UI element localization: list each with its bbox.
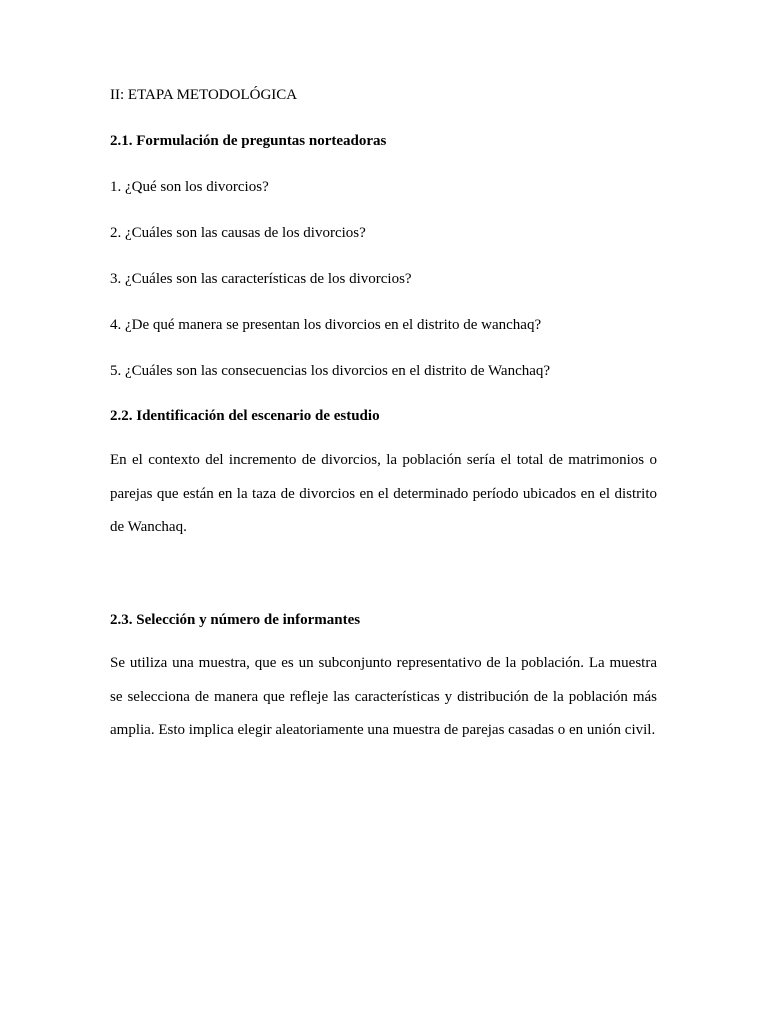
question-item: 2. ¿Cuáles son las causas de los divorcios? bbox=[110, 225, 366, 241]
section-title-informantes: 2.3. Selección y número de informantes bbox=[110, 612, 361, 628]
paragraph-informantes: Se utiliza una muestra, que es un subconjunto representativo de la población. La muestra se selecciona de manera que refleje las características y distribución de la población más amplia. Esto implica elegir aleatoriamente una muestra de parejas casadas o en unión civil. bbox=[110, 655, 657, 738]
question-item: 4. ¿De qué manera se presentan los divorcios en el distrito de wanchaq? bbox=[110, 317, 542, 333]
chapter-heading: II: ETAPA METODOLÓGICA bbox=[110, 87, 298, 103]
question-item: 3. ¿Cuáles son las características de los divorcios? bbox=[110, 271, 412, 287]
section-title-escenario: 2.2. Identificación del escenario de estudio bbox=[110, 408, 380, 424]
document-page bbox=[110, 0, 657, 1024]
section-title-preguntas: 2.1. Formulación de preguntas norteadoras bbox=[110, 133, 387, 149]
question-item: 1. ¿Qué son los divorcios? bbox=[110, 179, 269, 195]
paragraph-escenario: En el contexto del incremento de divorcios, la población sería el total de matrimonios o parejas que están en la taza de divorcios en el determinado período ubicados en el distrito de Wanchaq. bbox=[110, 452, 657, 535]
question-item: 5. ¿Cuáles son las consecuencias los divorcios en el distrito de Wanchaq? bbox=[110, 363, 551, 379]
